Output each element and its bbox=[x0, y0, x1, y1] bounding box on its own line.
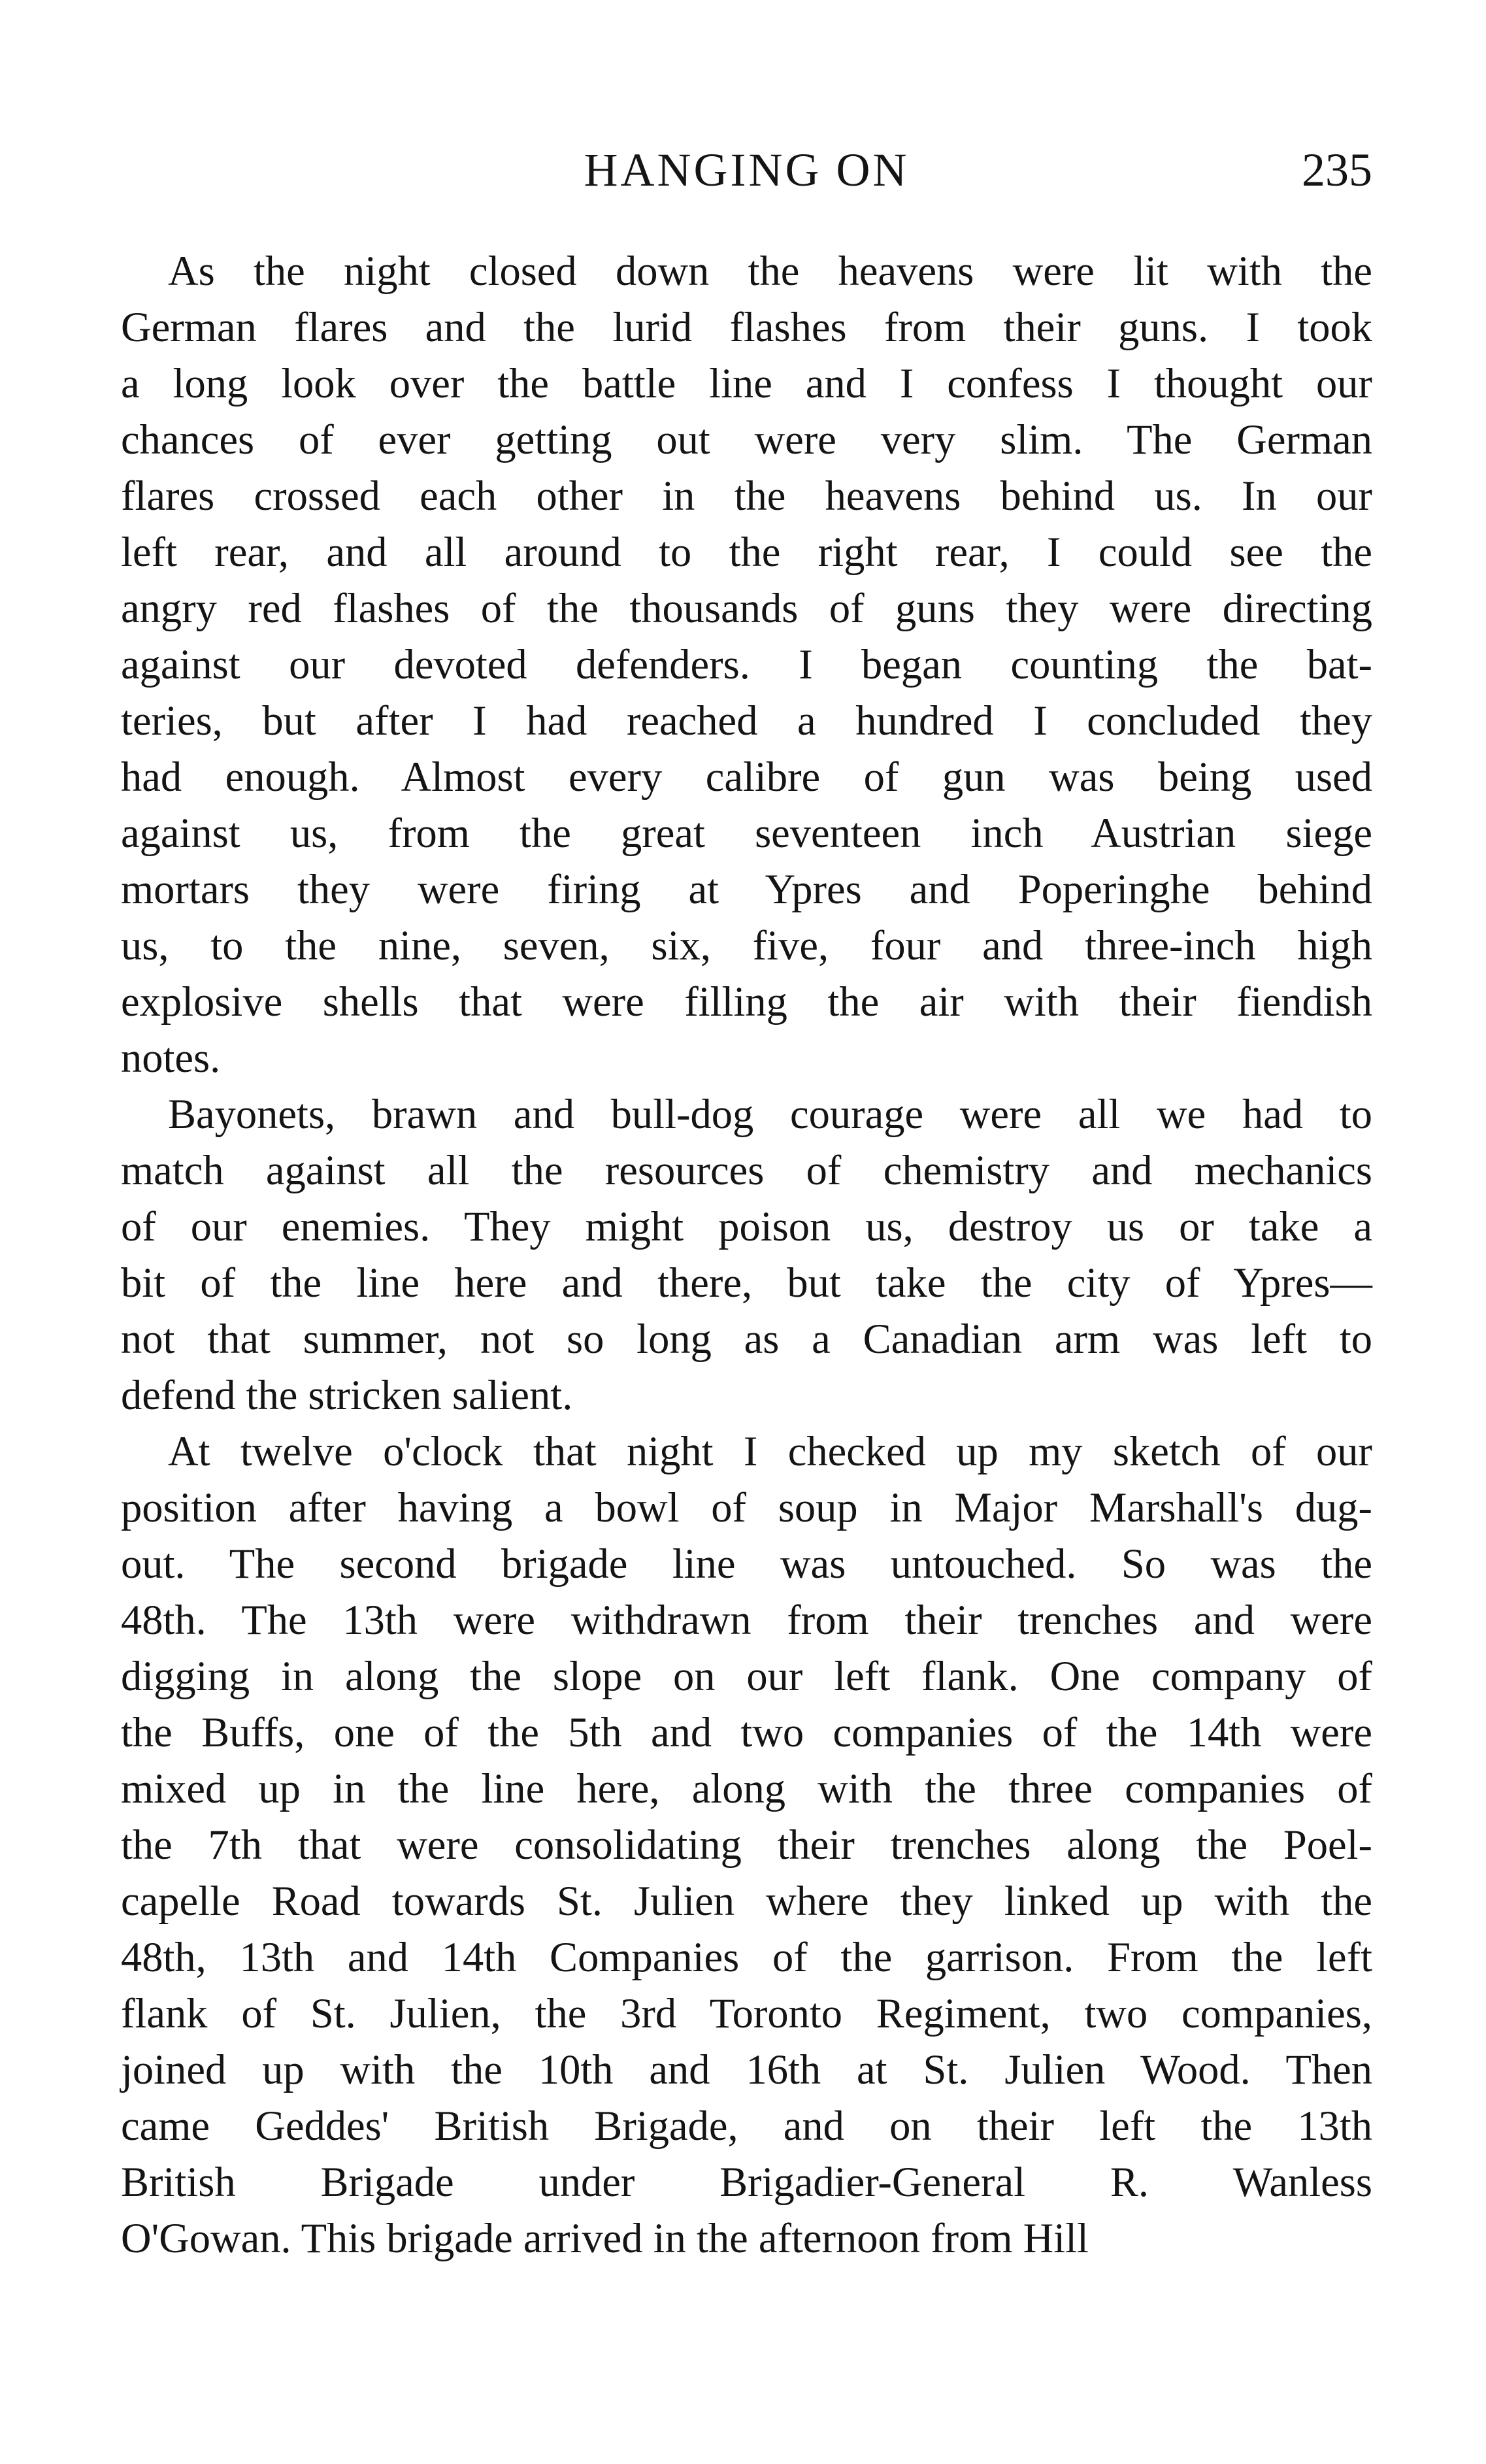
running-head bbox=[121, 134, 1372, 206]
text-line: angry red flashes of the thousands of guns they were directing bbox=[121, 585, 1372, 631]
text-line: had enough. Almost every calibre of gun was being used bbox=[121, 754, 1372, 800]
page-number: 235 bbox=[1302, 144, 1372, 196]
text-line: match against all the resources of chemistry and mechanics bbox=[121, 1147, 1372, 1193]
text-line: the 7th that were consolidating their trenches along the Poel- bbox=[121, 1822, 1372, 1868]
text-line: left rear, and all around to the right rear, I could see the bbox=[121, 529, 1372, 575]
text-line: us, to the nine, seven, six, five, four and three-inch high bbox=[121, 922, 1372, 969]
text-line: chances of ever getting out were very slim. The German bbox=[121, 416, 1372, 463]
body-text bbox=[121, 243, 1372, 2267]
text-line: British Brigade under Brigadier-General R. Wanless bbox=[121, 2159, 1372, 2205]
text-line: 48th, 13th and 14th Companies of the garrison. From the left bbox=[121, 1934, 1372, 1980]
text-line: flank of St. Julien, the 3rd Toronto Regiment, two companies, bbox=[121, 1990, 1372, 2037]
text-line: explosive shells that were filling the air with their fiendish bbox=[121, 978, 1372, 1025]
text-line: defend the stricken salient. bbox=[121, 1372, 573, 1418]
text-line: not that summer, not so long as a Canadian arm was left to bbox=[121, 1316, 1372, 1362]
text-line: O'Gowan. This brigade arrived in the afternoon from Hill bbox=[121, 2215, 1089, 2261]
text-line: teries, but after I had reached a hundred I concluded they bbox=[121, 697, 1372, 744]
text-line: digging in along the slope on our left flank. One company of bbox=[121, 1653, 1372, 1699]
text-line: capelle Road towards St. Julien where they linked up with the bbox=[121, 1878, 1372, 1924]
text-line: As the night closed down the heavens were lit with the bbox=[168, 248, 1372, 294]
text-line: against our devoted defenders. I began counting the bat- bbox=[121, 641, 1372, 688]
text-line: 48th. The 13th were withdrawn from their trenches and were bbox=[121, 1597, 1372, 1643]
text-line: a long look over the battle line and I confess I thought our bbox=[121, 360, 1372, 407]
text-line: came Geddes' British Brigade, and on their left the 13th bbox=[121, 2103, 1372, 2149]
text-line: joined up with the 10th and 16th at St. Julien Wood. Then bbox=[121, 2046, 1372, 2093]
text-line: bit of the line here and there, but take the city of Ypres— bbox=[121, 1259, 1372, 1306]
text-line: Bayonets, brawn and bull-dog courage were all we had to bbox=[168, 1091, 1372, 1137]
text-line: the Buffs, one of the 5th and two companies of the 14th were bbox=[121, 1709, 1372, 1756]
text-line: flares crossed each other in the heavens behind us. In our bbox=[121, 473, 1372, 519]
text-line: German flares and the lurid flashes from their guns. I took bbox=[121, 304, 1372, 350]
running-title: HANGING ON bbox=[584, 144, 910, 196]
text-line: mixed up in the line here, along with the three companies of bbox=[121, 1765, 1372, 1812]
paragraph bbox=[121, 1423, 1372, 2267]
text-line: of our enemies. They might poison us, destroy us or take a bbox=[121, 1203, 1372, 1250]
text-line: At twelve o'clock that night I checked up my sketch of our bbox=[168, 1428, 1372, 1474]
text-line: mortars they were firing at Ypres and Poperinghe behind bbox=[121, 866, 1372, 912]
paragraph bbox=[121, 1086, 1372, 1423]
text-line: notes. bbox=[121, 1035, 221, 1081]
text-line: position after having a bowl of soup in Major Marshall's dug- bbox=[121, 1484, 1372, 1531]
text-line: against us, from the great seventeen inch Austrian siege bbox=[121, 810, 1372, 856]
paragraph bbox=[121, 243, 1372, 1086]
text-line: out. The second brigade line was untouched. So was the bbox=[121, 1540, 1372, 1587]
